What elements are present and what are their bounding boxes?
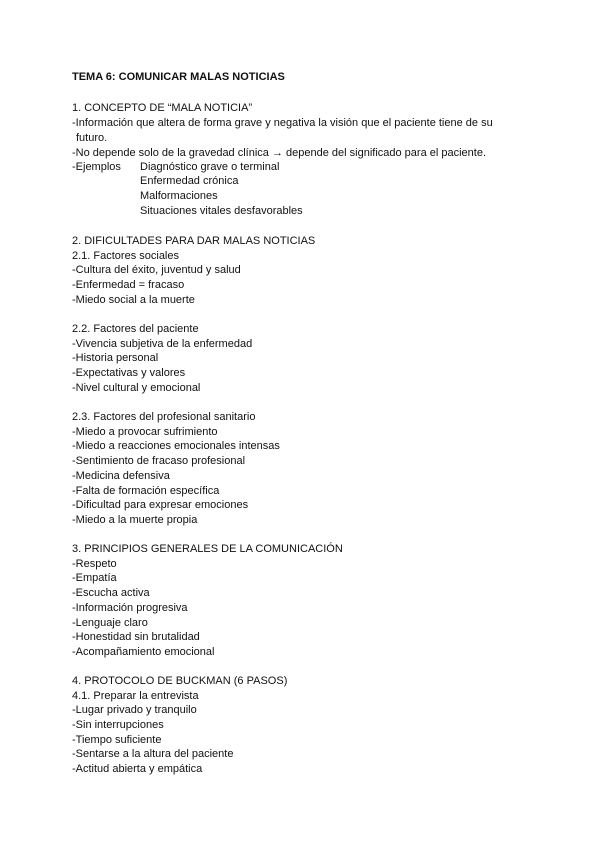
section-4-1-heading: 4.1. Preparar la entrevista <box>72 690 199 702</box>
list-item: -Falta de formación específica <box>72 485 220 497</box>
list-item: -Lenguaje claro <box>72 617 148 629</box>
document-title: TEMA 6: COMUNICAR MALAS NOTICIAS <box>72 71 285 83</box>
list-item: -Honestidad sin brutalidad <box>72 631 200 643</box>
list-item: -Cultura del éxito, juventud y salud <box>72 264 241 276</box>
section-2-2-heading: 2.2. Factores del paciente <box>72 323 199 335</box>
example-item: Enfermedad crónica <box>140 175 239 187</box>
example-item: Diagnóstico grave o terminal <box>140 161 280 173</box>
list-item: -Tiempo suficiente <box>72 734 162 746</box>
list-item: -Sentimiento de fracaso profesional <box>72 455 246 467</box>
list-item: -Sin interrupciones <box>72 719 164 731</box>
list-item: -Actitud abierta y empática <box>72 763 203 775</box>
section-3-heading: 3. PRINCIPIOS GENERALES DE LA COMUNICACIÓN <box>72 543 343 555</box>
list-item: -Dificultad para expresar emociones <box>72 499 249 511</box>
list-item: -Información progresiva <box>72 602 188 614</box>
section-1-definition-cont: futuro. <box>76 132 108 144</box>
list-item: -Respeto <box>72 558 117 570</box>
list-item: -Miedo a reacciones emocionales intensas <box>72 440 280 452</box>
section-2-1-heading: 2.1. Factores sociales <box>72 250 179 262</box>
list-item: -Empatía <box>72 572 117 584</box>
section-2-heading: 2. DIFICULTADES PARA DAR MALAS NOTICIAS <box>72 235 316 247</box>
list-item: -Medicina defensiva <box>72 470 170 482</box>
list-item: -Nivel cultural y emocional <box>72 382 201 394</box>
section-4-heading: 4. PROTOCOLO DE BUCKMAN (6 PASOS) <box>72 675 288 687</box>
list-item: -Escucha activa <box>72 587 150 599</box>
list-item: -Miedo social a la muerte <box>72 294 195 306</box>
list-item: -Miedo a provocar sufrimiento <box>72 426 218 438</box>
list-item: -Historia personal <box>72 352 159 364</box>
list-item: -Expectativas y valores <box>72 367 186 379</box>
section-2-3-heading: 2.3. Factores del profesional sanitario <box>72 411 256 423</box>
example-item: Situaciones vitales desfavorables <box>140 205 303 217</box>
section-1-definition: -Información que altera de forma grave y negativa la visión que el paciente tiene de su <box>72 117 493 129</box>
section-1-clinical-note: -No depende solo de la gravedad clínica → depende del significado para el paciente. <box>72 147 487 159</box>
example-item: Malformaciones <box>140 190 218 202</box>
list-item: -Miedo a la muerte propia <box>72 514 198 526</box>
section-1-heading: 1. CONCEPTO DE “MALA NOTICIA” <box>72 102 253 114</box>
list-item: -Lugar privado y tranquilo <box>72 704 197 716</box>
list-item: -Vivencia subjetiva de la enfermedad <box>72 338 253 350</box>
list-item: -Acompañamiento emocional <box>72 646 215 658</box>
list-item: -Sentarse a la altura del paciente <box>72 748 234 760</box>
list-item: -Enfermedad = fracaso <box>72 279 185 291</box>
examples-label: -Ejemplos <box>72 161 121 173</box>
